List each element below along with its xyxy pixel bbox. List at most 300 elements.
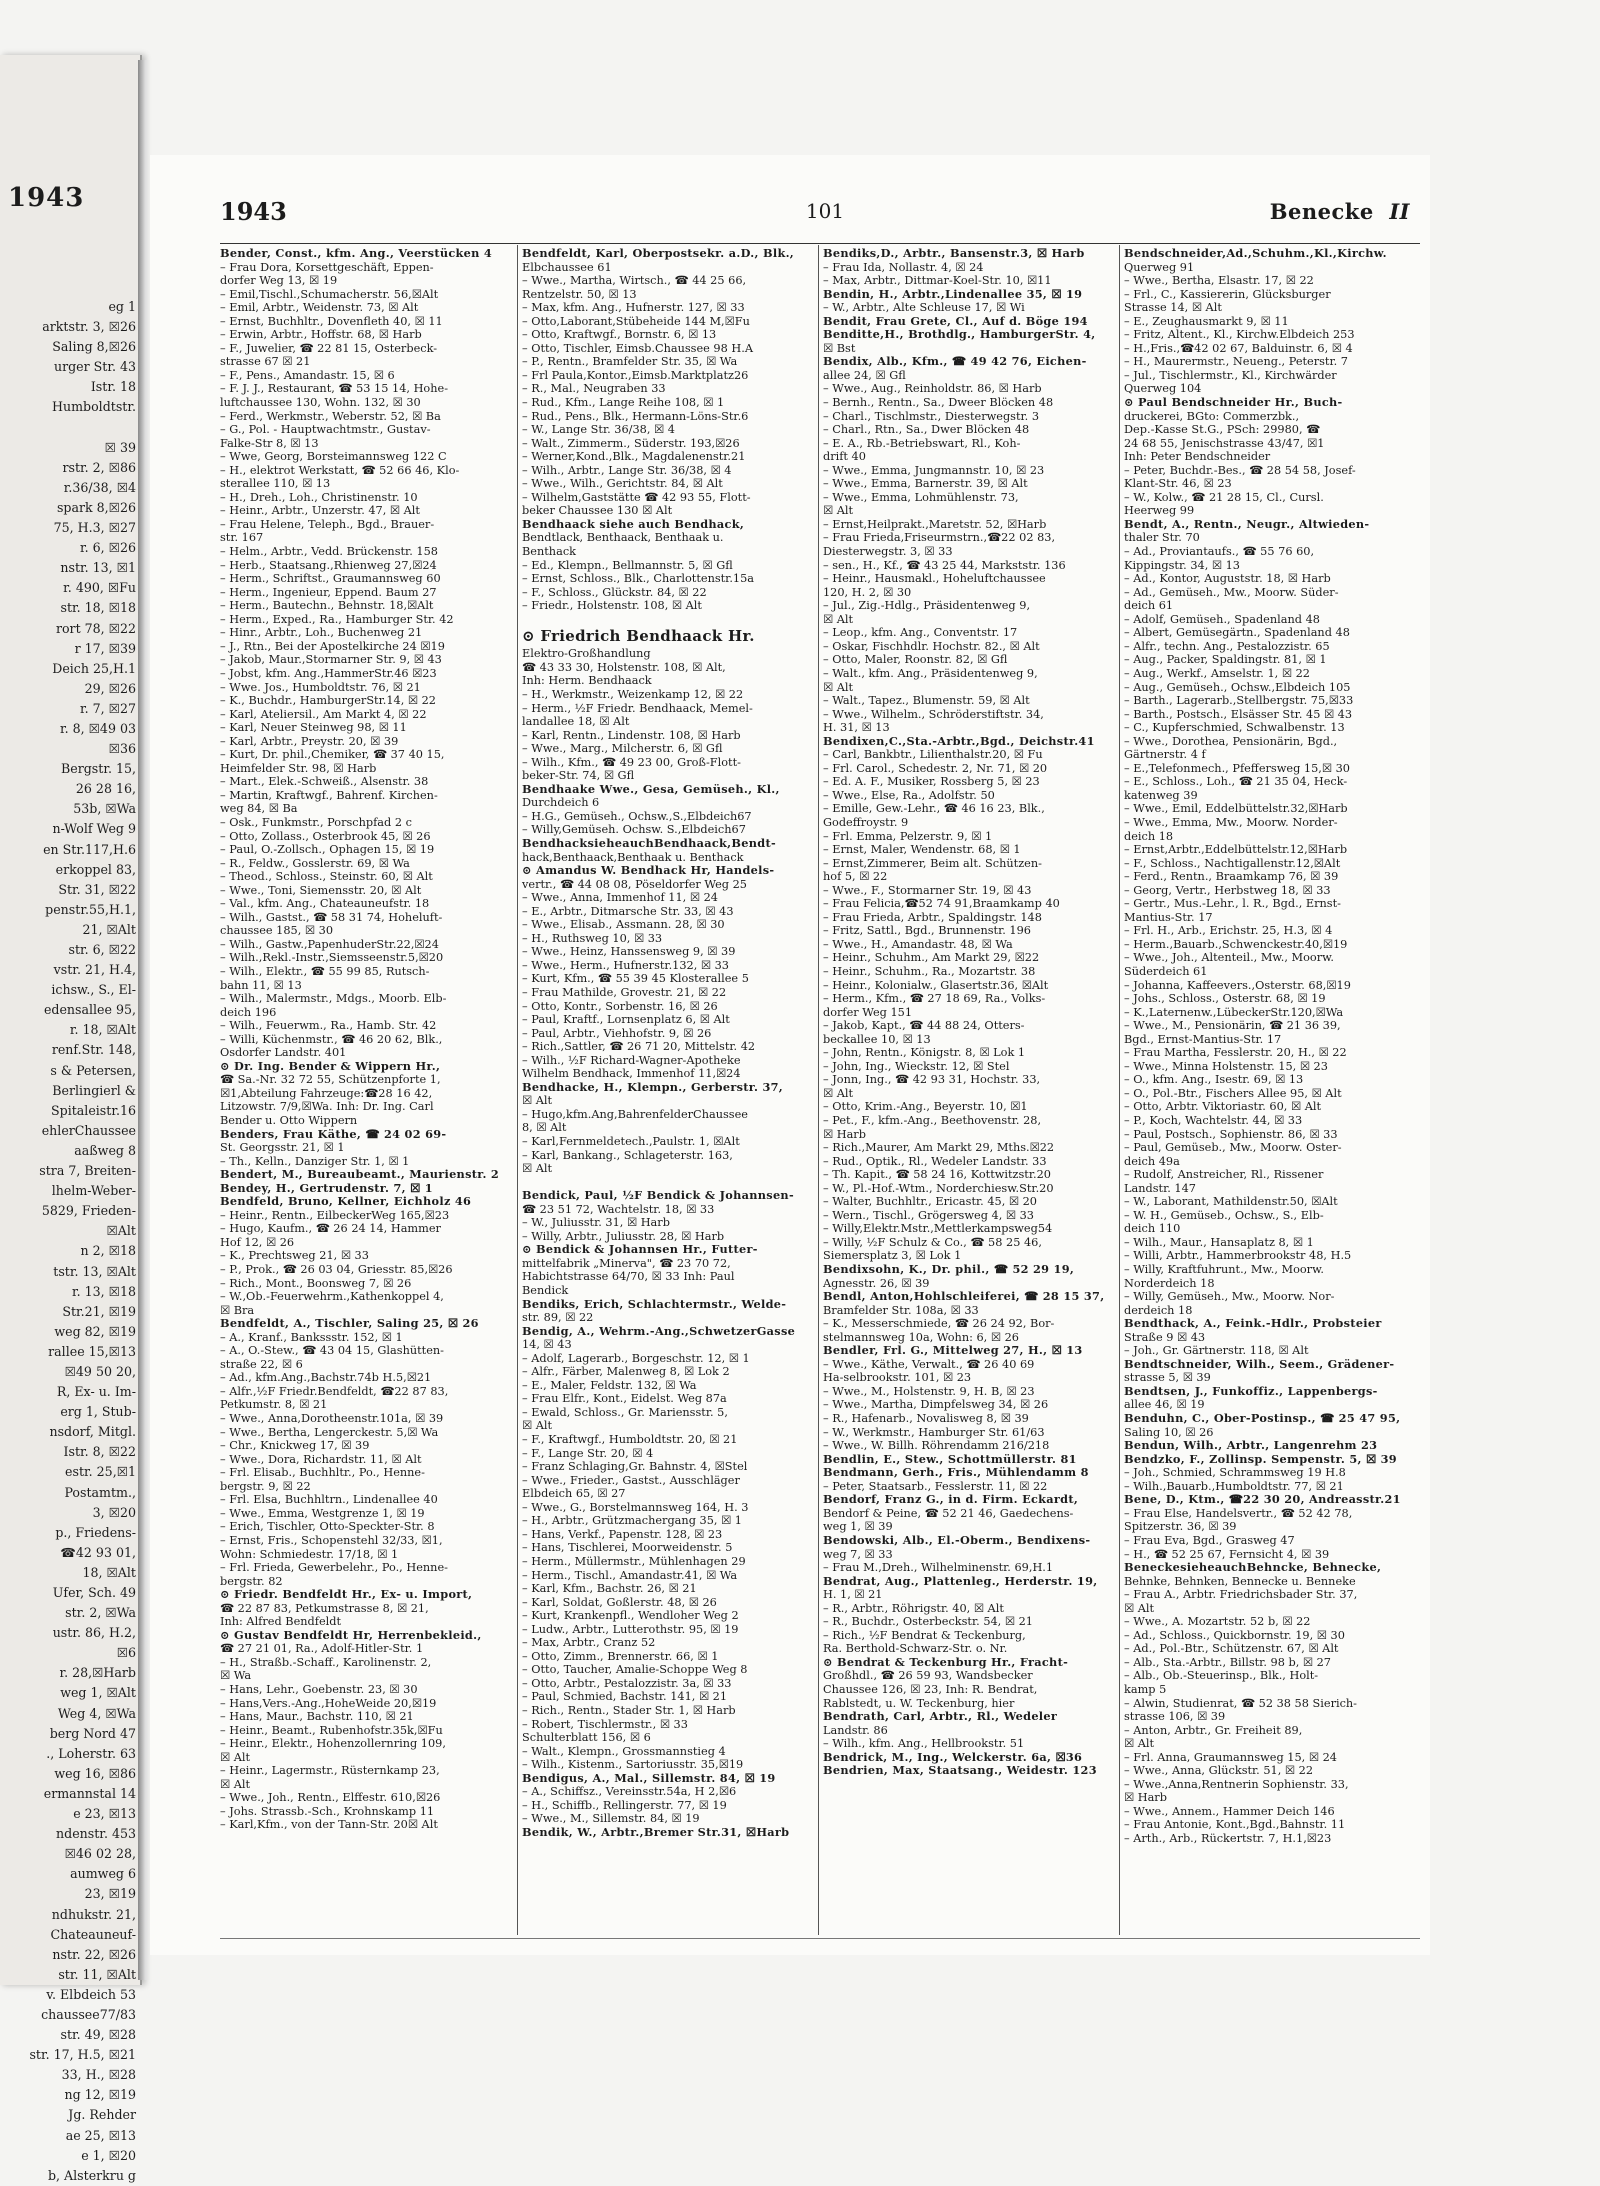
- directory-entry: – Aug., Packer, Spaldingstr. 81, ☒ 1: [1124, 653, 1327, 667]
- directory-entry: Benders, Frau Käthe, ☎ 24 02 69-: [220, 1126, 447, 1141]
- directory-entry: Bendtschneider, Wilh., Seem., Grädener-: [1124, 1356, 1395, 1371]
- directory-entry: – Heinr., Arbtr., Unzerstr. 47, ☒ Alt: [220, 504, 420, 518]
- directory-entry: – Ernst, Schloss., Blk., Charlottenstr.15a: [522, 572, 755, 586]
- column-divider: [1119, 245, 1120, 1935]
- directory-entry: – Fritz, Altent., Kl., Kirchw.Elbdeich 253: [1124, 328, 1355, 342]
- directory-entry: ⊙ Bendick & Johannsen Hr., Futter-: [522, 1242, 758, 1257]
- directory-entry: ☒ Alt: [522, 1419, 553, 1433]
- directory-entry: Inh: Peter Bendschneider: [1124, 450, 1271, 464]
- directory-entry: – Wilh., ½F Richard-Wagner-Apotheke: [522, 1053, 741, 1067]
- previous-page-line: arktstr. 3, ☒26: [42, 319, 136, 335]
- directory-entry: – Friedr., Holstenstr. 108, ☒ Alt: [522, 599, 702, 613]
- directory-entry: kamp 5: [1124, 1682, 1167, 1696]
- previous-page-line: Deich 25,H.1: [52, 660, 136, 676]
- directory-entry: – K., Buchdr., HamburgerStr.14, ☒ 22: [220, 694, 436, 708]
- directory-entry: – A., O.-Stew., ☎ 43 04 15, Glashütten-: [220, 1344, 444, 1358]
- directory-entry: – Otto, Zollass., Osterbrook 45, ☒ 26: [220, 829, 431, 843]
- directory-entry: – Otto, Arbtr. Viktoriastr. 60, ☒ Alt: [1124, 1100, 1322, 1114]
- directory-entry: – Herb., Staatsang.,Rhienweg 27,☒24: [220, 558, 437, 572]
- directory-entry: – Walt., Klempn., Grossmannstieg 4: [522, 1744, 726, 1758]
- page-header: [220, 197, 1430, 237]
- directory-entry: Bendin, H., Arbtr.,Lindenallee 35, ☒ 19: [823, 286, 1083, 301]
- previous-page-line: r. 8, ☒49 03: [59, 720, 136, 736]
- previous-page-line: str. 18, ☒18: [60, 600, 136, 616]
- directory-entry: – Heinr., Lagermstr., Rüsternkamp 23,: [220, 1764, 440, 1778]
- directory-entry: Rablstedt, u. W. Teckenburg, hier: [823, 1696, 1015, 1710]
- previous-page-line: weg 1, ☒Alt: [60, 1685, 136, 1701]
- directory-entry: – Wwe., Emma, Jungmannstr. 10, ☒ 23: [823, 463, 1045, 477]
- directory-entry: – H.G., Gemüseh., Ochsw.,S.,Elbdeich67: [522, 809, 752, 823]
- directory-entry: – Herm.,Bauarb.,Schwenckestr.40,☒19: [1124, 937, 1348, 951]
- directory-entry: – Peter, Buchdr.-Bes., ☎ 28 54 58, Josef-: [1124, 463, 1356, 477]
- directory-entry: BendhacksieheauchBendhaack,Bendt-: [522, 835, 776, 850]
- directory-entry: Kippingstr. 34, ☒ 13: [1124, 558, 1240, 572]
- directory-entry: Großhdl., ☎ 26 59 93, Wandsbecker: [823, 1669, 1033, 1683]
- directory-entry: – Frl., C., Kassiererin, Glücksburger: [1124, 287, 1331, 301]
- directory-entry: – Heinr., Kolonialw., Glasertstr.36, ☒Alt: [823, 978, 1049, 992]
- directory-entry: Chaussee 126, ☒ 23, Inh: R. Bendrat,: [823, 1682, 1038, 1696]
- directory-entry: – E., Maler, Feldstr. 132, ☒ Wa: [522, 1378, 697, 1392]
- directory-entry: – Max, kfm. Ang., Hufnerstr. 127, ☒ 33: [522, 301, 745, 315]
- directory-entry: – Adolf, Gemüseh., Spadenland 48: [1124, 612, 1320, 626]
- directory-entry: – Willy,Elektr.Mstr.,Mettlerkampsweg54: [823, 1222, 1053, 1236]
- previous-page-line: p., Friedens-: [55, 1524, 136, 1540]
- directory-entry: – Rud., Kfm., Lange Reihe 108, ☒ 1: [522, 396, 725, 410]
- directory-entry: – Wwe.,Anna,Rentnerin Sophienstr. 33,: [1124, 1777, 1349, 1791]
- directory-entry: Schulterblatt 156, ☒ 6: [522, 1731, 651, 1745]
- directory-entry: – Alfr., Färber, Malenweg 8, ☒ Lok 2: [522, 1365, 730, 1379]
- previous-page-line: r. 7, ☒27: [80, 700, 136, 716]
- directory-entry: – Johs., Schloss., Osterstr. 68, ☒ 19: [1124, 992, 1326, 1006]
- directory-entry: – H., Maurermstr., Neueng., Peterstr. 7: [1124, 355, 1348, 369]
- previous-page-line: r 17, ☒39: [74, 640, 136, 656]
- directory-entry: ☒ Alt: [522, 1094, 553, 1108]
- directory-entry: – Alb., Sta.-Arbtr., Billstr. 98 b, ☒ 27: [1124, 1655, 1331, 1669]
- directory-entry: dorfer Weg 13, ☒ 19: [220, 274, 338, 288]
- previous-page-line: Postamtm.,: [64, 1484, 136, 1500]
- previous-page-line: ☒ 39: [104, 439, 136, 455]
- directory-entry: [522, 613, 814, 627]
- directory-entry: – Herm., ½F Friedr. Bendhaack, Memel-: [522, 701, 753, 715]
- directory-entry: – Rud., Pens., Blk., Hermann-Löns-Str.6: [522, 409, 749, 423]
- previous-page-line: rort 78, ☒22: [55, 620, 136, 636]
- directory-entry: Straße 9 ☒ 43: [1124, 1330, 1206, 1344]
- directory-entry: Bendix, Alb., Kfm., ☎ 49 42 76, Eichen-: [823, 354, 1087, 369]
- directory-entry: – Rud., Optik., Rl., Wedeler Landstr. 33: [823, 1154, 1047, 1168]
- directory-entry: – Heinr., Schuhm., Ra., Mozartstr. 38: [823, 964, 1036, 978]
- directory-entry: – Alfr., techn. Ang., Pestalozzistr. 65: [1124, 639, 1330, 653]
- directory-entry: thaler Str. 70: [1124, 531, 1200, 545]
- directory-entry: ☒ Harb: [823, 1127, 866, 1141]
- directory-entry: 14, ☒ 43: [522, 1338, 572, 1352]
- directory-entry: – Wern., Tischl., Grögersweg 4, ☒ 33: [823, 1208, 1034, 1222]
- directory-entry: – Kurt, Krankenpfl., Wendloher Weg 2: [522, 1609, 739, 1623]
- directory-entry: – Wwe., Anna,Dorotheenstr.101a, ☒ 39: [220, 1412, 444, 1426]
- directory-entry: – H., Werkmstr., Weizenkamp 12, ☒ 22: [522, 687, 744, 701]
- directory-entry: – Wwe., Anna, Immenhof 11, ☒ 24: [522, 891, 718, 905]
- directory-entry: – Ernst,Arbtr.,Eddelbüttelstr.12,☒Harb: [1124, 843, 1348, 857]
- directory-entry: – H., Ruthsweg 10, ☒ 33: [522, 931, 663, 945]
- directory-entry: – Karl,Kfm., von der Tann-Str. 20☒ Alt: [220, 1818, 438, 1832]
- directory-entry: – Karl,Fernmeldetech.,Paulstr. 1, ☒Alt: [522, 1135, 740, 1148]
- directory-entry: ☎ Sa.-Nr. 32 72 55, Schützenpforte 1,: [220, 1073, 441, 1087]
- directory-entry: – Theod., Schloss., Steinstr. 60, ☒ Alt: [220, 870, 433, 884]
- directory-entry: – Emille, Gew.-Lehr., ☎ 46 16 23, Blk.,: [823, 802, 1045, 816]
- previous-page-line: en Str.117,H.6: [43, 841, 136, 857]
- directory-entry: str. 167: [220, 531, 264, 545]
- previous-page-line: aaßweg 8: [74, 1142, 136, 1158]
- directory-entry: – Hans, Tischlerei, Moorweidenstr. 5: [522, 1541, 733, 1555]
- directory-entry: – Karl, Soldat, Goßlerstr. 48, ☒ 26: [522, 1595, 717, 1609]
- directory-entry: Bendick, Paul, ½F Bendick & Johannsen-: [522, 1188, 794, 1203]
- directory-entry: Norderdeich 18: [1124, 1276, 1215, 1290]
- directory-entry: – Wwe., Aug., Reinholdstr. 86, ☒ Harb: [823, 382, 1042, 396]
- directory-entry: – Joh., Schmied, Schrammsweg 19 H.8: [1124, 1466, 1346, 1480]
- previous-page-line: ustr. 86, H.2,: [52, 1625, 136, 1641]
- previous-page-line: 26 28 16,: [75, 781, 136, 797]
- previous-page-line: str. 11, ☒Alt: [58, 1966, 136, 1982]
- directory-entry: hof 5, ☒ 22: [823, 870, 888, 884]
- directory-entry: – Wilh.,Bauarb.,Humboldtstr. 77, ☒ 21: [1124, 1479, 1344, 1493]
- previous-page-line: ☒36: [108, 741, 136, 757]
- directory-entry: – Ernst,Zimmerer, Beim alt. Schützen-: [823, 856, 1042, 870]
- previous-page-line: ☒46 02 28,: [64, 1846, 136, 1862]
- directory-entry: Bendigus, A., Mal., Sillemstr. 84, ☒ 19: [522, 1770, 776, 1785]
- previous-page-line: ichsw., S., El-: [51, 982, 136, 998]
- directory-entry: – Wwe., Emma, Westgrenze 1, ☒ 19: [220, 1506, 425, 1520]
- directory-entry: – P., Rentn., Bramfelder Str. 35, ☒ Wa: [522, 355, 738, 369]
- previous-page-line: erkoppel 83,: [55, 861, 136, 877]
- directory-entry: BeneckesieheauchBehncke, Behnecke,: [1124, 1560, 1382, 1575]
- directory-entry: ☒ Harb: [1124, 1791, 1167, 1805]
- directory-entry: strasse 5, ☒ 39: [1124, 1371, 1211, 1385]
- previous-page-line: 18, ☒Alt: [82, 1564, 136, 1580]
- directory-entry: beckallee 10, ☒ 13: [823, 1032, 931, 1046]
- directory-entry: – Ernst,Heilprakt.,Maretstr. 52, ☒Harb: [823, 517, 1047, 531]
- directory-entry: Gärtnerstr. 4 f: [1124, 748, 1206, 762]
- directory-entry: – Jakob, Maur.,Stormarner Str. 9, ☒ 43: [220, 653, 442, 667]
- directory-entry: Bene, D., Ktm., ☎22 30 20, Andreasstr.21: [1124, 1492, 1401, 1507]
- directory-entry: – Th. Kapit., ☎ 58 24 16, Kottwitzstr.20: [823, 1168, 1051, 1182]
- directory-entry: Bendthack, A., Feink.-Hdlr., Probsteier: [1124, 1316, 1382, 1331]
- directory-entry: – Wwe., Wilhelm., Schröderstiftstr. 34,: [823, 707, 1044, 721]
- directory-entry: Bendhaake Wwe., Gesa, Gemüseh., Kl.,: [522, 781, 780, 796]
- directory-entry: Bendfeld, Bruno, Kellner, Eichholz 46: [220, 1194, 472, 1209]
- directory-entry: – Otto, Zimm., Brennerstr. 66, ☒ 1: [522, 1649, 719, 1663]
- directory-entry: – Emil,Tischl.,Schumacherstr. 56,☒Alt: [220, 287, 439, 301]
- directory-entry: – W., Lange Str. 36/38, ☒ 4: [522, 423, 675, 437]
- directory-entry: – Wwe., Anna, Glückstr. 51, ☒ 22: [1124, 1764, 1314, 1778]
- directory-entry: bergstr. 9, ☒ 22: [220, 1479, 311, 1493]
- directory-entry: – Wilh., Gastst., ☎ 58 31 74, Hoheluft-: [220, 910, 443, 924]
- directory-entry: – Leop., kfm. Ang., Conventstr. 17: [823, 626, 1018, 640]
- directory-entry: – Herm., Kfm., ☎ 27 18 69, Ra., Volks-: [823, 992, 1046, 1006]
- directory-entry: – Otto, Krim.-Ang., Beyerstr. 10, ☒1: [823, 1100, 1028, 1114]
- directory-entry: – Helm., Arbtr., Vedd. Brückenstr. 158: [220, 545, 438, 559]
- directory-entry: Bendiks, Erich, Schlachtermstr., Welde-: [522, 1296, 787, 1311]
- directory-entry: – Hans,Vers.-Ang.,HoheWeide 20,☒19: [220, 1696, 437, 1710]
- column-3: [823, 247, 1115, 1935]
- previous-page-line: 5829, Frieden-: [41, 1203, 136, 1219]
- directory-entry: – Carl, Bankbtr., Lilienthalstr.20, ☒ Fu: [823, 748, 1043, 762]
- directory-entry: hack,Benthaack,Benthaak u. Benthack: [522, 850, 744, 864]
- directory-entry: – Aug., Werkf., Amselstr. 1, ☒ 22: [1124, 666, 1310, 680]
- directory-entry: – Otto, Tischler, Eimsb.Chaussee 98 H.A: [522, 341, 753, 355]
- previous-page-line: Humboldtstr.: [52, 399, 136, 415]
- previous-page-line: vstr. 21, H.4,: [53, 962, 136, 978]
- directory-entry: – Ad., Schloss., Quickbornstr. 19, ☒ 30: [1124, 1628, 1345, 1642]
- directory-entry: – Otto, Kontr., Sorbenstr. 16, ☒ 26: [522, 999, 718, 1013]
- previous-page-line: n 2, ☒18: [80, 1243, 136, 1259]
- previous-page-line: Istr. 8, ☒22: [63, 1444, 136, 1460]
- directory-entry: – Frl. H., Arb., Erichstr. 25, H.3, ☒ 4: [1124, 924, 1333, 938]
- directory-entry: weg 7, ☒ 33: [823, 1547, 893, 1561]
- directory-entry: – K.,Laternenw.,LübeckerStr.120,☒Wa: [1124, 1005, 1344, 1019]
- directory-entry: Osdorfer Landstr. 401: [220, 1046, 347, 1060]
- directory-entry: – Wwe., M., Holstenstr. 9, H. B, ☒ 23: [823, 1384, 1035, 1398]
- directory-entry: – O., Pol.-Btr., Fischers Allee 95, ☒ Alt: [1124, 1086, 1342, 1100]
- directory-entry: – F., Lange Str. 20, ☒ 4: [522, 1446, 654, 1460]
- previous-page-line: ndhukstr. 21,: [51, 1906, 136, 1922]
- directory-entry: drift 40: [823, 450, 866, 464]
- directory-entry: – Gertr., Mus.-Lehr., l. R., Bgd., Ernst-: [1124, 897, 1341, 911]
- directory-entry: – F., Schloss., Nachtigallenstr.12,☒Alt: [1124, 856, 1341, 870]
- directory-entry: deich 61: [1124, 599, 1174, 613]
- directory-entry: – Adolf, Lagerarb., Borgeschstr. 12, ☒ 1: [522, 1351, 750, 1365]
- directory-entry: – J., Rtn., Bei der Apostelkirche 24 ☒19: [220, 639, 445, 653]
- previous-page-line: Str.21, ☒19: [62, 1303, 136, 1319]
- directory-entry: – Hugo, Kaufm., ☎ 26 24 14, Hammer: [220, 1222, 441, 1236]
- previous-page-line: eg 1: [108, 299, 136, 314]
- directory-entry: deich 196: [220, 1005, 277, 1019]
- directory-entry: – Heinr., Rentn., EilbeckerWeg 165,☒23: [220, 1208, 450, 1222]
- directory-entry: – Max, Arbtr., Dittmar-Koel-Str. 10, ☒11: [823, 274, 1052, 288]
- directory-entry: – Wwe., Emil, Eddelbüttelstr.32,☒Harb: [1124, 802, 1348, 816]
- previous-page-line: str. 49, ☒28: [60, 2027, 136, 2043]
- previous-page-line: r. 28,☒Harb: [59, 1665, 136, 1681]
- directory-entry: – E. A., Rb.-Betriebswart, Rl., Koh-: [823, 436, 1021, 450]
- directory-entry: Petkumstr. 8, ☒ 21: [220, 1398, 328, 1412]
- directory-entry: – H., Straßb.-Schaff., Karolinenstr. 2,: [220, 1655, 432, 1669]
- footer-rule: [220, 1938, 1420, 1939]
- previous-page-line: Str. 31, ☒22: [58, 881, 136, 897]
- directory-entry: Bramfelder Str. 108a, ☒ 33: [823, 1303, 979, 1317]
- previous-page-line: e 1, ☒20: [81, 2147, 136, 2163]
- directory-entry: – Franz Schlaging,Gr. Bahnstr. 4, ☒Stel: [522, 1460, 748, 1474]
- directory-entry: ☒ Alt: [823, 680, 854, 694]
- previous-page-line: s & Petersen,: [50, 1062, 136, 1078]
- directory-entry: – W. H., Gemüseb., Ochsw., S., Elb-: [1124, 1208, 1324, 1222]
- directory-entry: ⊙ Bendrat & Teckenburg Hr., Fracht-: [823, 1654, 1069, 1669]
- directory-entry: strasse 106, ☒ 39: [1124, 1710, 1226, 1724]
- directory-entry: – Wwe., Martha, Dimpfelsweg 34, ☒ 26: [823, 1398, 1049, 1412]
- directory-entry: – Wwe., Emma, Barnerstr. 39, ☒ Alt: [823, 477, 1028, 491]
- directory-entry: – Herm., Schriftst., Graumannsweg 60: [220, 572, 441, 586]
- directory-entry: – H., Dreh., Loh., Christinenstr. 10: [220, 490, 418, 504]
- previous-page-line: R, Ex- u. Im-: [56, 1384, 136, 1400]
- directory-entry: ⊙ Paul Bendschneider Hr., Buch-: [1124, 395, 1343, 410]
- previous-page-text: [0, 297, 136, 2186]
- directory-entry: H. 31, ☒ 13: [823, 721, 890, 735]
- directory-entry: – Frau Frieda, Arbtr., Spaldingstr. 148: [823, 910, 1042, 924]
- directory-entry: deich 18: [1124, 829, 1174, 843]
- directory-entry: – Charl., Tischlmstr., Diesterwegstr. 3: [823, 409, 1040, 423]
- previous-page-line: r. 18, ☒Alt: [69, 1022, 136, 1038]
- directory-entry: – A., Schiffsz., Vereinsstr.54a, H 2,☒6: [522, 1785, 737, 1799]
- directory-entry: – Bernh., Rentn., Sa., Dweer Blöcken 48: [823, 396, 1054, 410]
- previous-page-line: Jg. Rehder: [68, 2107, 136, 2123]
- directory-entry: Bendmann, Gerh., Fris., Mühlendamm 8: [823, 1465, 1089, 1480]
- directory-entry: – Willy, ½F Schulz & Co., ☎ 58 25 46,: [823, 1235, 1042, 1249]
- directory-entry: – R., Hafenarb., Novalisweg 8, ☒ 39: [823, 1412, 1029, 1426]
- previous-page-line: 3, ☒20: [92, 1504, 136, 1520]
- directory-entry: ☒ Alt: [220, 1777, 251, 1791]
- directory-entry: – Willy,Gemüseh. Ochsw. S.,Elbdeich67: [522, 823, 746, 837]
- directory-entry: – Wwe., Emma, Lohmühlenstr. 73,: [823, 490, 1019, 504]
- directory-entry: – Hans, Verkf., Papenstr. 128, ☒ 23: [522, 1527, 723, 1541]
- directory-entry: Saling 10, ☒ 26: [1124, 1425, 1214, 1439]
- directory-entry: – Georg, Vertr., Herbstweg 18, ☒ 33: [1124, 883, 1331, 897]
- directory-entry: – W., Kolw., ☎ 21 28 15, Cl., Cursl.: [1124, 490, 1324, 504]
- previous-page-line: 75, H.3, ☒27: [53, 520, 136, 536]
- directory-entry: – Rich., Rentn., Stader Str. 1, ☒ Harb: [522, 1703, 736, 1717]
- directory-entry: derdeich 18: [1124, 1303, 1193, 1317]
- directory-entry: straße 22, ☒ 6: [220, 1357, 303, 1371]
- directory-entry: mittelfabrik „Minerva", ☎ 23 70 72,: [522, 1256, 731, 1270]
- directory-entry: – Rich., Mont., Boonsweg 7, ☒ 26: [220, 1276, 412, 1290]
- directory-entry: – E., Schloss., Loh., ☎ 21 35 04, Heck-: [1124, 775, 1348, 789]
- directory-entry: – Wwe., Minna Holstenstr. 15, ☒ 23: [1124, 1059, 1328, 1073]
- directory-entry: – Wwe., Dorothea, Pensionärin, Bgd.,: [1124, 734, 1338, 748]
- previous-page-line: renf.Str. 148,: [51, 1042, 136, 1058]
- directory-entry: – Otto,Laborant,Stübeheide 144 M,☒Fu: [522, 314, 750, 328]
- directory-entry: Durchdeich 6: [522, 796, 600, 810]
- previous-page-line: n-Wolf Weg 9: [52, 821, 136, 837]
- directory-entry: – Paul, Postsch., Sophienstr. 86, ☒ 33: [1124, 1127, 1338, 1141]
- directory-entry: – Frau Ida, Nollastr. 4, ☒ 24: [823, 260, 984, 274]
- previous-page-line: Berlingierl &: [52, 1082, 136, 1098]
- directory-entry: – Wwe., Heinz, Hanssensweg 9, ☒ 39: [522, 945, 736, 959]
- directory-entry: – Willy, Kraftfuhrunt., Mw., Moorw.: [1124, 1263, 1325, 1277]
- directory-entry: – Wwe., Toni, Siemensstr. 20, ☒ Alt: [220, 883, 422, 897]
- previous-page-line: str. 2, ☒Wa: [65, 1605, 136, 1621]
- previous-page-line: Weg 4, ☒Wa: [57, 1705, 136, 1721]
- directory-entry: – Frau Elfr., Kont., Eidelst. Weg 87a: [522, 1392, 727, 1406]
- directory-entry: Elbchaussee 61: [522, 260, 612, 274]
- directory-entry: – Jakob, Kapt., ☎ 44 88 24, Otters-: [823, 1019, 1025, 1033]
- previous-page-line: rallee 15,☒13: [48, 1343, 136, 1359]
- book-spine: [138, 60, 150, 1980]
- directory-entry: – Ferd., Werkmstr., Weberstr. 52, ☒ Ba: [220, 409, 441, 423]
- directory-entry: – A., Kranf., Bankssstr. 152, ☒ 1: [220, 1330, 403, 1344]
- directory-entry: – Frl. Anna, Graumannsweg 15, ☒ 24: [1124, 1750, 1337, 1764]
- directory-entry: – Jonn, Ing., ☎ 42 93 31, Hochstr. 33,: [823, 1073, 1041, 1087]
- directory-entry: Bendig, A., Wehrm.-Ang.,SchwetzerGasse: [522, 1323, 796, 1338]
- directory-entry: – Frl. Elsa, Buchhltrn., Lindenallee 40: [220, 1493, 438, 1507]
- directory-entry: – Ludw., Arbtr., Lutterothstr. 95, ☒ 19: [522, 1622, 739, 1636]
- directory-entry: – R., Buchdr., Osterbeckstr. 54, ☒ 21: [823, 1615, 1033, 1629]
- directory-entry: – E., Arbtr., Ditmarsche Str. 33, ☒ 43: [522, 904, 734, 918]
- previous-page-line: lhelm-Weber-: [51, 1183, 136, 1199]
- directory-entry: – Barth., Lagerarb.,Stellbergstr. 75,☒33: [1124, 694, 1354, 708]
- directory-entry: Bendixsohn, K., Dr. phil., ☎ 52 29 19,: [823, 1262, 1075, 1277]
- directory-entry: Bendert, M., Bureaubeamt., Maurienstr. 2: [220, 1167, 500, 1182]
- previous-page-line: b, Alsterkru g: [47, 2167, 136, 2183]
- previous-page-line: nstr. 22, ☒26: [52, 1946, 136, 1962]
- directory-entry: – Frau M.,Dreh., Wilhelminenstr. 69,H.1: [823, 1561, 1054, 1575]
- directory-entry: Inh: Herm. Bendhaack: [522, 674, 652, 688]
- directory-entry: – Frau Eva, Bgd., Grasweg 47: [1124, 1533, 1295, 1547]
- previous-page-line: rstr. 2, ☒86: [62, 459, 136, 475]
- directory-entry: Habichtstrasse 64/70, ☒ 33 Inh: Paul: [522, 1270, 735, 1284]
- previous-page-line: ., Loherstr. 63: [46, 1745, 136, 1761]
- directory-entry: – Otto, Taucher, Amalie-Schoppe Weg 8: [522, 1663, 748, 1677]
- directory-entry: Landstr. 147: [1124, 1181, 1196, 1195]
- directory-entry: Ra. Berthold-Schwarz-Str. o. Nr.: [823, 1642, 1008, 1656]
- directory-entry: – K., Prechtsweg 21, ☒ 33: [220, 1249, 369, 1263]
- directory-entry: – W., Pl.-Hof.-Wtm., Norderchiesw.Str.20: [823, 1181, 1054, 1195]
- directory-entry: allee 24, ☒ Gfl: [823, 368, 906, 382]
- directory-entry: Bendrien, Max, Staatsang., Weidestr. 123: [823, 1763, 1097, 1778]
- directory-entry: – W.,Ob.-Feuerwehrm.,Kathenkoppel 4,: [220, 1290, 444, 1304]
- directory-entry: – Rich.,Sattler, ☎ 26 71 20, Mittelstr. 42: [522, 1040, 756, 1054]
- directory-entry: – Ed., Klempn., Bellmannstr. 5, ☒ Gfl: [522, 558, 733, 572]
- directory-entry: – Wwe., Joh., Rentn., Elffestr. 610,☒26: [220, 1791, 441, 1805]
- directory-entry: – Rudolf, Anstreicher, Rl., Rissener: [1124, 1168, 1324, 1182]
- directory-entry: – E.,Telefonmech., Pfeffersweg 15,☒ 30: [1124, 761, 1350, 775]
- previous-page-line: aumweg 6: [70, 1866, 136, 1882]
- previous-page-line: stra 7, Breiten-: [39, 1163, 136, 1179]
- directory-entry: – Wilh., Maur., Hansaplatz 8, ☒ 1: [1124, 1235, 1314, 1249]
- directory-entry: – Paul, Gemüseb., Mw., Moorw. Oster-: [1124, 1141, 1342, 1155]
- directory-entry: – Frau Frieda,Friseurmstrn.,☎22 02 83,: [823, 531, 1056, 545]
- directory-entry: – Oskar, Fischhdlr. Hochstr. 82., ☒ Alt: [823, 639, 1040, 653]
- previous-page-line: v. Elbdeich 53: [46, 1986, 136, 2002]
- directory-entry: – Ernst, Maler, Wendenstr. 68, ☒ 1: [823, 843, 1021, 857]
- directory-entry: Bendschneider,Ad.,Schuhm.,Kl.,Kirchw.: [1124, 246, 1387, 260]
- directory-entry: Hof 12, ☒ 26: [220, 1235, 295, 1249]
- column-divider: [517, 245, 518, 1935]
- directory-entry: – Hans, Maur., Bachstr. 110, ☒ 21: [220, 1710, 414, 1724]
- directory-entry: – John, Rentn., Königstr. 8, ☒ Lok 1: [823, 1046, 1026, 1060]
- directory-entry: – Otto, Arbtr., Pestalozzistr. 3a, ☒ 33: [522, 1676, 732, 1690]
- directory-entry: – Th., Kelln., Danziger Str. 1, ☒ 1: [220, 1154, 410, 1168]
- directory-entry: Bendl, Anton,Hohlschleiferei, ☎ 28 15 37,: [823, 1289, 1105, 1304]
- directory-entry: – Johanna, Kaffeevers.,Osterstr. 68,☒19: [1124, 978, 1351, 992]
- directory-entry: – Frau Mathilde, Grovestr. 21, ☒ 22: [522, 985, 727, 999]
- directory-entry: ☒ Alt: [220, 1750, 251, 1764]
- directory-entry: – Emil, Arbtr., Weidenstr. 73, ☒ Alt: [220, 301, 419, 315]
- directory-entry: – F. J. J., Restaurant, ☎ 53 15 14, Hohe-: [220, 382, 449, 396]
- directory-entry: – G., Pol. - Hauptwachtmstr., Gustav-: [220, 423, 431, 437]
- directory-page: [150, 155, 1430, 1955]
- directory-entry: 120, H. 2, ☒ 30: [823, 585, 912, 599]
- directory-entry: – Karl, Neuer Steinweg 98, ☒ 11: [220, 721, 407, 735]
- previous-page-line: ehlerChaussee: [41, 1122, 136, 1138]
- directory-entry: – Karl, Arbtr., Preystr. 20, ☒ 39: [220, 734, 399, 748]
- previous-page-line: Saling 8,☒26: [52, 339, 136, 355]
- directory-entry: – Fritz, Sattl., Bgd., Brunnenstr. 196: [823, 924, 1031, 938]
- directory-entry: – H., ☎ 52 25 67, Fernsicht 4, ☒ 39: [1124, 1547, 1330, 1561]
- directory-entry: Bendey, H., Gertrudenstr. 7, ☒ 1: [220, 1180, 433, 1195]
- directory-entry: 8, ☒ Alt: [522, 1121, 567, 1135]
- directory-entry: – Frl. Carol., Schedestr. 2, Nr. 71, ☒ 20: [823, 761, 1048, 775]
- directory-entry: – Wwe., G., Borstelmannsweg 164, H. 3: [522, 1500, 749, 1514]
- directory-entry: Bendik, W., Arbtr.,Bremer Str.31, ☒Harb: [522, 1824, 790, 1839]
- directory-entry: – P., Prok., ☎ 26 03 04, Griesstr. 85,☒26: [220, 1263, 453, 1277]
- directory-entry: – Wilh., Feuerwm., Ra., Hamb. Str. 42: [220, 1019, 437, 1033]
- directory-entry: – W., Arbtr., Alte Schleuse 17, ☒ Wi: [823, 301, 1025, 315]
